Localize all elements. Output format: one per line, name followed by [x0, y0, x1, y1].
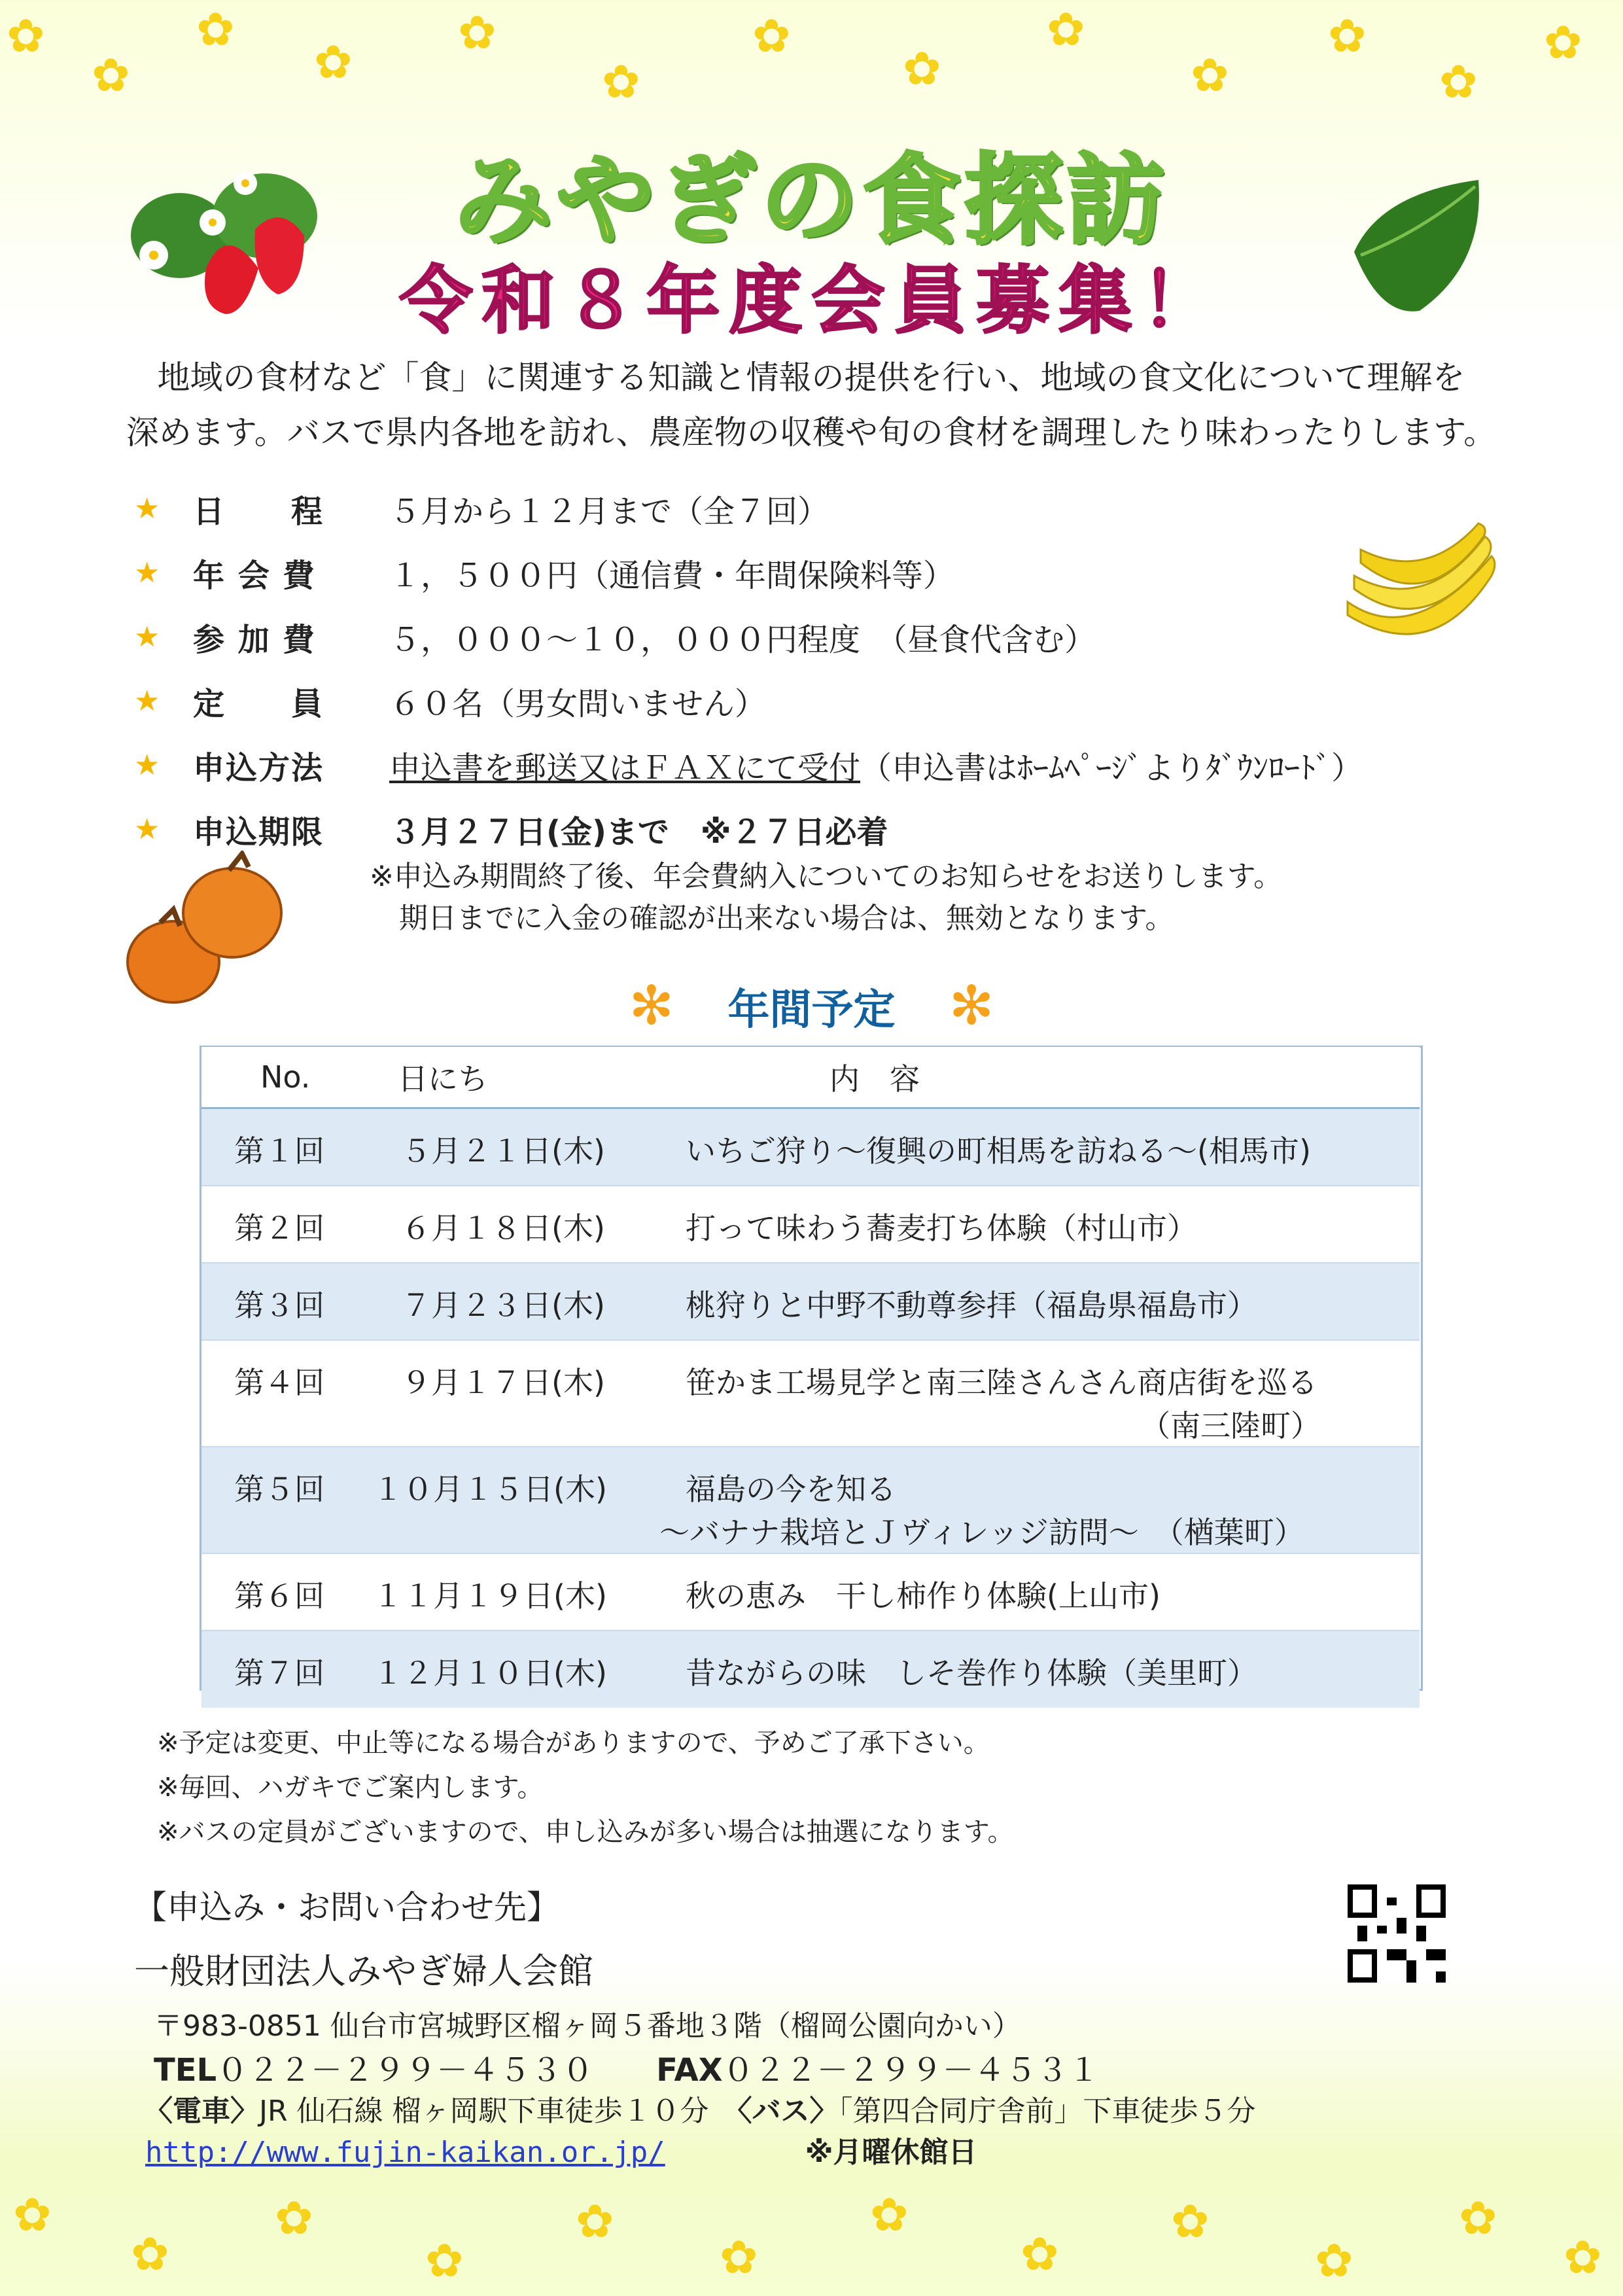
info-label: 申込期限: [193, 813, 324, 851]
row-content: [646, 1263, 1420, 1340]
bus-label: 〈バス〉: [737, 2094, 839, 2128]
row-content-text: いちご狩り～復興の町相馬を訪ねる～: [686, 1133, 1197, 1169]
contact-heading: 【申込み・お問い合わせ先】: [134, 1888, 559, 1926]
row-date: １１月１９日(木): [358, 1553, 646, 1631]
row-place: （南三陸町）: [1140, 1407, 1321, 1443]
schedule-table: [201, 1047, 1420, 1708]
info-value: ５，０００～１０，０００円程度 （昼食代含む）: [389, 621, 1096, 658]
flower-icon: ✿: [1315, 2234, 1353, 2287]
flower-icon: ✿: [1439, 55, 1478, 109]
flower-icon: ✿: [903, 42, 941, 96]
intro-line-2: 深めます。バスで県内各地を訪れ、農産物の収穫や旬の食材を調理したり味わったりします。: [126, 414, 1497, 451]
row-place: (上山市): [1047, 1578, 1161, 1614]
flower-icon: ✿: [720, 2231, 758, 2284]
row-no: 第２回: [201, 1186, 358, 1263]
asterisk-icon: ✻: [629, 975, 674, 1037]
flower-icon: ✿: [458, 6, 497, 60]
row-content-text: 笹かま工場見学と南三陸さんさん商店街を巡る: [686, 1364, 1318, 1400]
footnotes: [157, 1721, 1014, 1854]
header-content: 内 容: [646, 1047, 1420, 1108]
page-title: みやぎの食探訪: [454, 144, 1169, 258]
tel-label: TEL: [154, 2052, 217, 2089]
fax-label: FAX: [656, 2052, 723, 2089]
schedule-title-text: 年間予定: [727, 986, 896, 1034]
info-value-underlined: 申込書を郵送又はＦＡＸにて受付: [389, 749, 861, 786]
info-value: ５月から１２月まで（全７回）: [389, 493, 829, 530]
row-content-text: 昔ながらの味 しそ巻作り体験: [686, 1655, 1107, 1691]
row-place: （美里町）: [1107, 1655, 1257, 1691]
address: 〒983-0851 仙台市宮城野区榴ヶ岡５番地３階（榴岡公園向かい）: [154, 2009, 1021, 2043]
url-row: [145, 2128, 977, 2170]
row-date: １２月１０日(木): [358, 1631, 646, 1708]
footnote-line: ※毎回、ハガキでご案内します。: [157, 1773, 544, 1803]
bus-info: 「第四合同庁舎前」下車徒歩５分: [838, 2094, 1256, 2128]
schedule-title: [0, 975, 1623, 1037]
row-no: 第４回: [201, 1340, 358, 1447]
flower-icon: ✿: [13, 2188, 52, 2242]
star-icon: ★: [134, 748, 160, 782]
flower-icon: ✿: [92, 48, 130, 102]
row-date: １０月１５日(木): [358, 1447, 646, 1553]
flower-icon: ✿: [1563, 2231, 1602, 2284]
page-subtitle: 令和８年度会員募集！: [399, 258, 1224, 344]
flower-icon: ✿: [425, 2234, 464, 2287]
row-content: [646, 1340, 1420, 1447]
info-value: ３月２７日(金)まで ※２７日必着: [389, 813, 888, 851]
table-row: [201, 1186, 1420, 1263]
row-no: 第５回: [201, 1447, 358, 1553]
notice-text: [370, 856, 1282, 940]
row-no: 第１回: [201, 1108, 358, 1186]
intro-text: [92, 350, 1531, 460]
row-content: [646, 1108, 1420, 1186]
info-schedule: [134, 482, 829, 535]
row-no: 第７回: [201, 1631, 358, 1708]
closed-day: ※月曜休館日: [805, 2136, 977, 2169]
flower-icon: ✿: [870, 2188, 909, 2242]
header-date: 日にち: [358, 1047, 646, 1108]
top-flower-border: [0, 0, 1623, 131]
website-link[interactable]: http://www.fujin-kaikan.or.jp/: [145, 2136, 665, 2169]
row-content: [646, 1631, 1420, 1708]
table-row: [201, 1553, 1420, 1631]
table-row: [201, 1340, 1420, 1447]
row-date: ９月１７日(木): [358, 1340, 646, 1447]
fax-number: ０２２－２９９－４５３１: [722, 2052, 1100, 2089]
info-label: 定 員: [193, 685, 324, 722]
phone-fax: [154, 2045, 1100, 2090]
info-label: 申込方法: [193, 749, 324, 786]
row-content-text-2: ～バナナ栽培とＪヴィレッジ訪問～: [659, 1514, 1139, 1550]
row-content-text: 秋の恵み 干し柿作り体験: [686, 1578, 1047, 1614]
row-no: 第３回: [201, 1263, 358, 1340]
info-value: ６０名（男女問いません）: [389, 685, 767, 722]
row-content: [646, 1553, 1420, 1631]
star-icon: ★: [134, 812, 160, 846]
star-icon: ★: [134, 620, 160, 654]
table-row: [201, 1447, 1420, 1553]
info-participation-fee: [134, 610, 1096, 663]
info-deadline: [134, 803, 888, 855]
table-row: [201, 1263, 1420, 1340]
row-content: [646, 1186, 1420, 1263]
row-no: 第６回: [201, 1553, 358, 1631]
notice-line-1: ※申込み期間終了後、年会費納入についてのお知らせをお送りします。: [370, 860, 1283, 893]
star-icon: ★: [134, 556, 160, 590]
info-application-method: [134, 739, 1363, 791]
star-icon: ★: [134, 491, 160, 525]
row-place: （村山市）: [1047, 1210, 1197, 1246]
header-no: No.: [201, 1047, 358, 1108]
flower-icon: ✿: [1171, 2195, 1210, 2248]
notice-line-2: 期日までに入金の確認が出来ない場合は、無効となります。: [399, 902, 1174, 935]
flower-icon: ✿: [576, 2195, 614, 2248]
row-date: ６月１８日(木): [358, 1186, 646, 1263]
footnote-line: ※バスの定員がございますので、申し込みが多い場合は抽選になります。: [157, 1817, 1014, 1847]
flower-icon: ✿: [131, 2227, 169, 2281]
row-date: ５月２１日(木): [358, 1108, 646, 1186]
info-label: 年 会 費: [193, 557, 316, 594]
info-value: [389, 743, 1363, 788]
table-row: [201, 1108, 1420, 1186]
flower-icon: ✿: [1459, 2191, 1497, 2245]
flower-icon: ✿: [196, 3, 235, 56]
flower-icon: ✿: [1047, 3, 1085, 56]
star-icon: ★: [134, 684, 160, 718]
table-row: [201, 1631, 1420, 1708]
row-content-text: 打って味わう蕎麦打ち体験: [686, 1210, 1047, 1246]
flower-icon: ✿: [602, 55, 640, 109]
footnote-line: ※予定は変更、中止等になる場合がありますので、予めご了承下さい。: [157, 1728, 990, 1758]
info-label: 日 程: [193, 493, 324, 530]
train-info: JR 仙石線 榴ヶ岡駅下車徒歩１０分: [259, 2094, 709, 2128]
flower-icon: ✿: [1544, 16, 1582, 69]
tel-number: ０２２－２９９－４５３０: [217, 2052, 594, 2089]
flower-icon: ✿: [275, 2191, 313, 2245]
info-value: １，５００円（通信費・年間保険料等）: [389, 557, 955, 594]
organization-name: 一般財団法人みやぎ婦人会館: [134, 1951, 593, 1992]
train-label: 〈電車〉: [144, 2094, 259, 2128]
row-content-line-2: [659, 1509, 1419, 1552]
flower-icon: ✿: [7, 9, 45, 63]
row-place: (相馬市): [1197, 1133, 1311, 1169]
flower-icon: ✿: [1191, 48, 1229, 102]
flower-icon: ✿: [314, 35, 353, 89]
info-annual-fee: [134, 546, 954, 599]
bottom-flower-border: [0, 2179, 1623, 2296]
flower-icon: ✿: [1328, 9, 1367, 63]
info-label: 参 加 費: [193, 621, 316, 658]
row-place: （楢葉町）: [1168, 1514, 1304, 1550]
asterisk-icon: ✻: [949, 975, 994, 1037]
table-header-row: [201, 1047, 1420, 1108]
info-value-rest: （申込書はﾎｰﾑﾍﾟｰｼﾞよりﾀﾞｳﾝﾛｰﾄﾞ）: [860, 749, 1363, 786]
intro-line-1: 地域の食材など「食」に関連する知識と情報の提供を行い、地域の食文化について理解を: [157, 359, 1465, 397]
banana-illustration: [1335, 517, 1511, 667]
info-capacity: [134, 675, 766, 727]
row-content: [646, 1447, 1420, 1553]
row-content-text: 桃狩りと中野不動尊参拝: [686, 1287, 1017, 1323]
qr-code[interactable]: [1348, 1884, 1446, 1983]
access-info: [144, 2087, 1256, 2129]
row-place: （福島県福島市）: [1017, 1287, 1257, 1323]
row-content-text: 福島の今を知る: [686, 1471, 896, 1507]
row-date: ７月２３日(木): [358, 1263, 646, 1340]
flower-icon: ✿: [752, 9, 791, 63]
flower-icon: ✿: [1021, 2227, 1059, 2281]
